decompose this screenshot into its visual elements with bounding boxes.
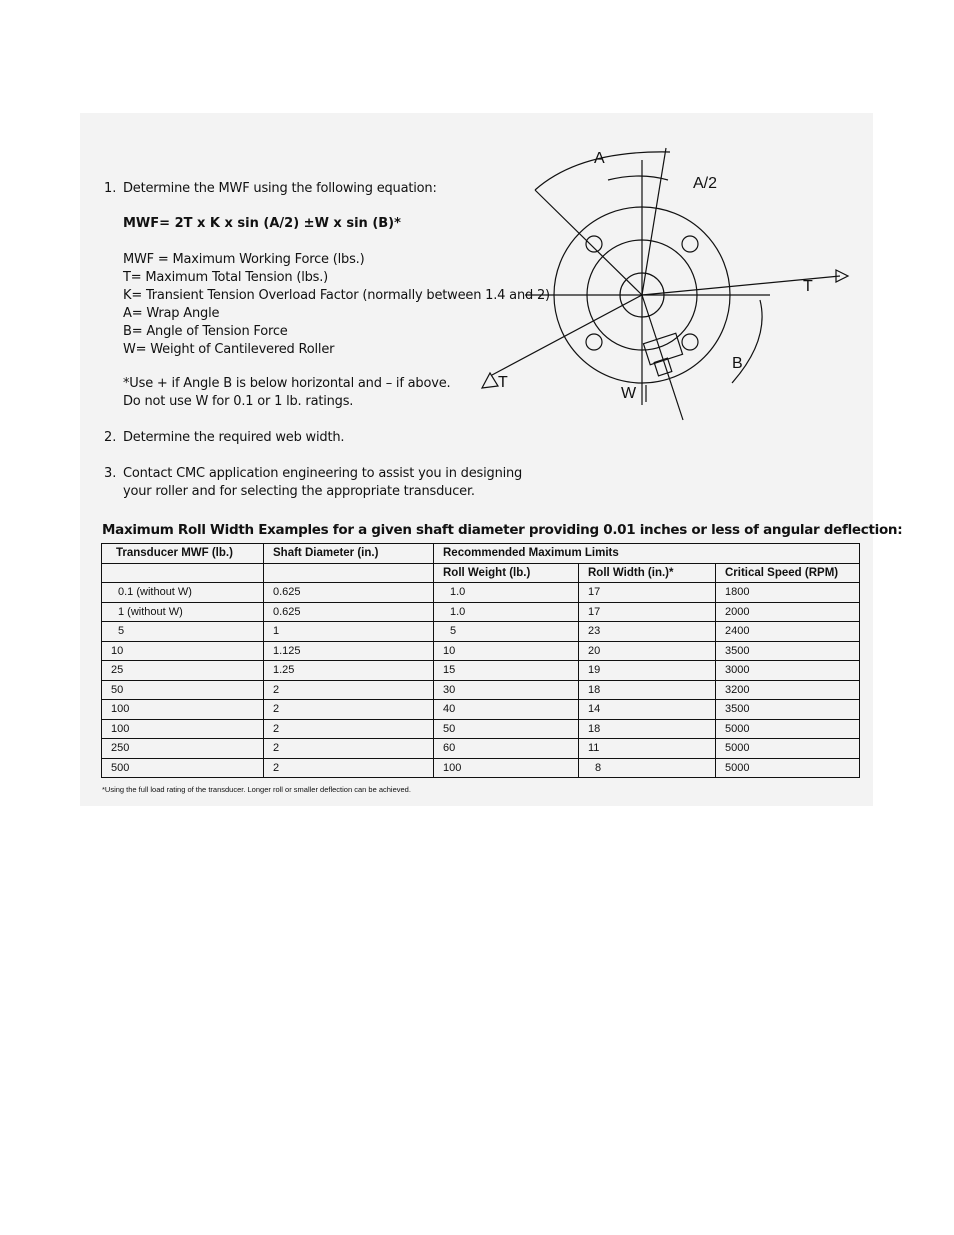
cell-width: 20: [579, 641, 716, 661]
cell-width: 19: [579, 661, 716, 681]
cell-speed: 1800: [716, 583, 860, 603]
cell-weight: 50: [434, 719, 579, 739]
table-row: [102, 758, 860, 778]
table-header-row-1: [102, 544, 860, 564]
cell-weight: 100: [434, 758, 579, 778]
step-3-number: 3.: [104, 466, 117, 481]
table-row: [102, 583, 860, 603]
cell-speed: 2400: [716, 622, 860, 642]
cell-speed: 5000: [716, 719, 860, 739]
table-row: [102, 641, 860, 661]
cell-shaft: 2: [264, 680, 434, 700]
table-row: [102, 680, 860, 700]
cell-speed: 3500: [716, 700, 860, 720]
bolt-hole-lower-left: [586, 334, 602, 350]
label-b: B: [732, 355, 743, 372]
header-transducer-mwf: Transducer MWF (lb.): [102, 544, 264, 564]
step-3-line-2: your roller and for selecting the appropriate transducer.: [123, 484, 475, 499]
mwf-equation: MWF= 2T x K x sin (A/2) ±W x sin (B)*: [123, 216, 401, 231]
definition-t: T= Maximum Total Tension (lbs.): [123, 270, 329, 285]
step-3-line-1: Contact CMC application engineering to assist you in designing: [123, 466, 523, 481]
definition-b: B= Angle of Tension Force: [123, 324, 288, 339]
cell-shaft: 0.625: [264, 583, 434, 603]
table-row: [102, 719, 860, 739]
roll-width-table: [101, 543, 860, 778]
sign-note-line-2: Do not use W for 0.1 or 1 lb. ratings.: [123, 394, 354, 409]
cell-shaft: 1: [264, 622, 434, 642]
roller-force-diagram: [470, 140, 870, 440]
cell-shaft: 0.625: [264, 602, 434, 622]
cell-speed: 5000: [716, 739, 860, 759]
bolt-hole-lower-right: [682, 334, 698, 350]
cell-mwf: 500: [102, 758, 264, 778]
cell-width: 17: [579, 583, 716, 603]
sign-note-line-1: *Use + if Angle B is below horizontal and – if above.: [123, 376, 451, 391]
definition-k: K= Transient Tension Overload Factor (normally between 1.4 and 2): [123, 288, 550, 303]
header-roll-width: Roll Width (in.)*: [579, 563, 716, 583]
cell-shaft: 2: [264, 739, 434, 759]
cell-shaft: 2: [264, 719, 434, 739]
definition-mwf: MWF = Maximum Working Force (lbs.): [123, 252, 365, 267]
table-row: [102, 661, 860, 681]
cell-width: 17: [579, 602, 716, 622]
cell-weight: 40: [434, 700, 579, 720]
sign-note: [123, 375, 450, 411]
cell-weight: 30: [434, 680, 579, 700]
cell-weight: 1.0: [434, 602, 579, 622]
cell-mwf: 250: [102, 739, 264, 759]
definition-a: A= Wrap Angle: [123, 306, 220, 321]
definition-w: W= Weight of Cantilevered Roller: [123, 342, 335, 357]
half-angle-arc: [608, 176, 668, 180]
cell-mwf: 10: [102, 641, 264, 661]
cell-shaft: 2: [264, 700, 434, 720]
cell-mwf: 50: [102, 680, 264, 700]
cell-weight: 15: [434, 661, 579, 681]
label-a-half: A/2: [693, 175, 718, 192]
wrap-angle-ray-right: [642, 148, 666, 295]
cell-speed: 5000: [716, 758, 860, 778]
header-empty-cell: [102, 563, 264, 583]
cell-shaft: 1.125: [264, 641, 434, 661]
step-1-number: 1.: [104, 181, 117, 196]
tension-line-left: [492, 295, 642, 375]
table-footnote: *Using the full load rating of the transducer. Longer roll or smaller deflection can be achieved.: [102, 785, 411, 794]
table-header-row-2: [102, 563, 860, 583]
cell-mwf: 5: [102, 622, 264, 642]
table-row: [102, 602, 860, 622]
cell-mwf: 0.1 (without W): [102, 583, 264, 603]
step-1-text: Determine the MWF using the following equation:: [123, 181, 437, 196]
cell-width: 8: [579, 758, 716, 778]
cell-mwf: 100: [102, 700, 264, 720]
cell-width: 18: [579, 719, 716, 739]
cell-width: 11: [579, 739, 716, 759]
cell-mwf: 1 (without W): [102, 602, 264, 622]
cell-shaft: 2: [264, 758, 434, 778]
cell-speed: 2000: [716, 602, 860, 622]
cell-weight: 10: [434, 641, 579, 661]
label-w: W: [621, 385, 637, 402]
header-roll-weight: Roll Weight (lb.): [434, 563, 579, 583]
table-row: [102, 622, 860, 642]
cell-weight: 1.0: [434, 583, 579, 603]
cell-weight: 60: [434, 739, 579, 759]
cell-width: 18: [579, 680, 716, 700]
header-empty-cell: [264, 563, 434, 583]
table-row: [102, 739, 860, 759]
table-title: Maximum Roll Width Examples for a given shaft diameter providing 0.01 inches or less of angular deflection:: [102, 522, 903, 538]
cell-speed: 3200: [716, 680, 860, 700]
label-t-right: T: [803, 278, 813, 295]
cell-mwf: 100: [102, 719, 264, 739]
tension-arrow-left: [482, 373, 498, 388]
bolt-hole-upper-left: [586, 236, 602, 252]
cell-weight: 5: [434, 622, 579, 642]
label-a: A: [594, 150, 605, 167]
cell-mwf: 25: [102, 661, 264, 681]
cell-speed: 3000: [716, 661, 860, 681]
step-2-text: Determine the required web width.: [123, 430, 345, 445]
table-row: [102, 700, 860, 720]
cell-width: 23: [579, 622, 716, 642]
cell-shaft: 1.25: [264, 661, 434, 681]
header-recommended-limits: Recommended Maximum Limits: [434, 544, 860, 564]
cell-width: 14: [579, 700, 716, 720]
header-shaft-diameter: Shaft Diameter (in.): [264, 544, 434, 564]
header-critical-speed: Critical Speed (RPM): [716, 563, 860, 583]
step-2-number: 2.: [104, 430, 117, 445]
label-t-left: T: [498, 374, 508, 391]
cell-speed: 3500: [716, 641, 860, 661]
bolt-hole-upper-right: [682, 236, 698, 252]
